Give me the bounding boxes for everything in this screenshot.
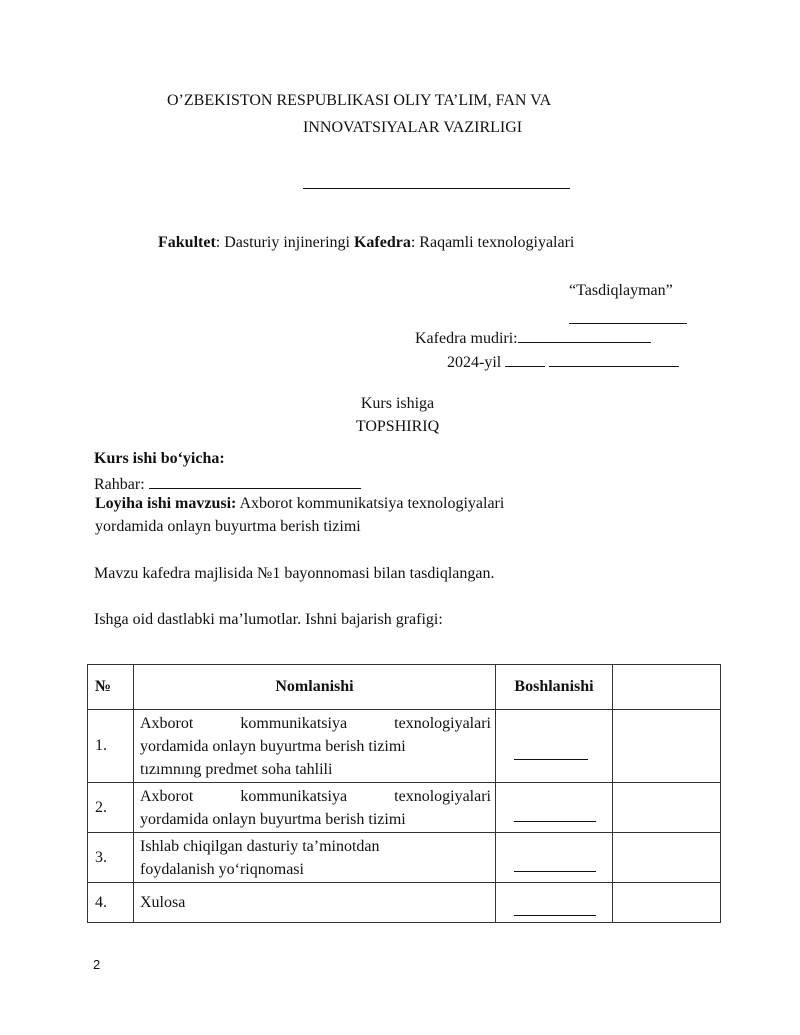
- topic-line1: [95, 495, 504, 513]
- department-head-line: [415, 328, 651, 348]
- schedule-note: Ishga oid dastlabki ma’lumotlar. Ishni bajarish grafigi:: [94, 611, 443, 628]
- header-start: Boshlanishi: [496, 665, 613, 710]
- supervisor-line: [94, 474, 361, 494]
- department-head-blank: [518, 328, 651, 343]
- course-heading: Kurs ishi bo‘yicha:: [94, 450, 225, 467]
- table-row: [88, 783, 721, 833]
- row-number: 1.: [88, 710, 134, 783]
- row-name-line2: yordamida onlayn buyurtma berish tizimi: [140, 810, 406, 828]
- assignment-title: TOPSHIRIQ: [355, 418, 440, 435]
- approval-heading: “Tasdiqlayman”: [569, 282, 673, 299]
- header-number: №: [88, 665, 134, 710]
- row-end-cell: [613, 883, 721, 923]
- approval-signature-line: [569, 323, 687, 324]
- table-header-row: [88, 665, 721, 710]
- row-name-line1: Xulosa: [140, 894, 186, 911]
- row-end-cell: [613, 710, 721, 783]
- assignment-line1: Kurs ishiga: [360, 395, 435, 412]
- faculty-line: [158, 234, 574, 252]
- table-row: [88, 883, 721, 923]
- row-name: [134, 710, 496, 783]
- approval-month-blank: [549, 352, 679, 367]
- row-name-line2: yordamida onlayn buyurtma berish tizimi: [140, 737, 406, 755]
- department-label: Kafedra: [353, 234, 411, 251]
- ministry-title-line1: O’ZBEKISTON RESPUBLIKASI OLIY TA’LIM, FAN VA: [167, 92, 552, 109]
- topic-text-line1: Axborot kommunikatsiya texnologiyalari: [236, 495, 505, 512]
- table-row: [88, 833, 721, 883]
- row-name-line1: Axborot kommunikatsiya texnologiyalari: [140, 787, 491, 805]
- row-name-line1: Axborot kommunikatsiya texnologiyalari: [140, 714, 491, 732]
- row-start-blank: [514, 871, 596, 872]
- table-row: [88, 710, 721, 783]
- supervisor-label: Rahbar:: [94, 476, 149, 493]
- row-name-line2: foydalanish yo‘riqnomasi: [140, 860, 304, 878]
- faculty-value: : Dasturiy injineringi: [215, 234, 354, 251]
- title-blank-line: [303, 188, 570, 189]
- header-end: [613, 665, 721, 710]
- row-name: [134, 783, 496, 833]
- schedule-table: [87, 664, 721, 923]
- supervisor-blank: [149, 474, 361, 489]
- row-name-line3: tızımnıng predmet soha tahlili: [140, 760, 333, 778]
- topic-label: Loyiha ishi mavzusi:: [95, 495, 237, 512]
- page-number: 2: [93, 957, 101, 972]
- row-number: 2.: [88, 783, 134, 833]
- row-start-blank: [514, 821, 596, 822]
- row-number: 4.: [88, 883, 134, 923]
- row-name-line1: Ishlab chiqilgan dasturiy ta’minotdan: [140, 837, 380, 855]
- row-start-blank: [514, 915, 596, 916]
- row-start-cell: [496, 833, 613, 883]
- row-end-cell: [613, 783, 721, 833]
- approval-note: Mavzu kafedra majlisida №1 bayonnomasi bilan tasdiqlangan.: [94, 565, 495, 582]
- topic-line2: yordamida onlayn buyurtma berish tizimi: [95, 518, 361, 535]
- approval-date-line: [447, 352, 679, 372]
- row-start-cell: [496, 783, 613, 833]
- department-head-label: Kafedra mudiri:: [415, 330, 518, 347]
- row-start-cell: [496, 883, 613, 923]
- row-name: [134, 883, 496, 923]
- row-start-blank: [514, 759, 588, 760]
- header-name: Nomlanishi: [134, 665, 496, 710]
- row-number: 3.: [88, 833, 134, 883]
- approval-day-blank: [505, 352, 545, 367]
- approval-year-label: 2024-yil: [447, 354, 502, 371]
- faculty-label: Fakultet: [158, 234, 216, 251]
- department-value: : Raqamli texnologiyalari: [410, 234, 575, 251]
- row-name: [134, 833, 496, 883]
- ministry-title-line2: INNOVATSIYALAR VAZIRLIGI: [303, 119, 523, 136]
- row-start-cell: [496, 710, 613, 783]
- row-end-cell: [613, 833, 721, 883]
